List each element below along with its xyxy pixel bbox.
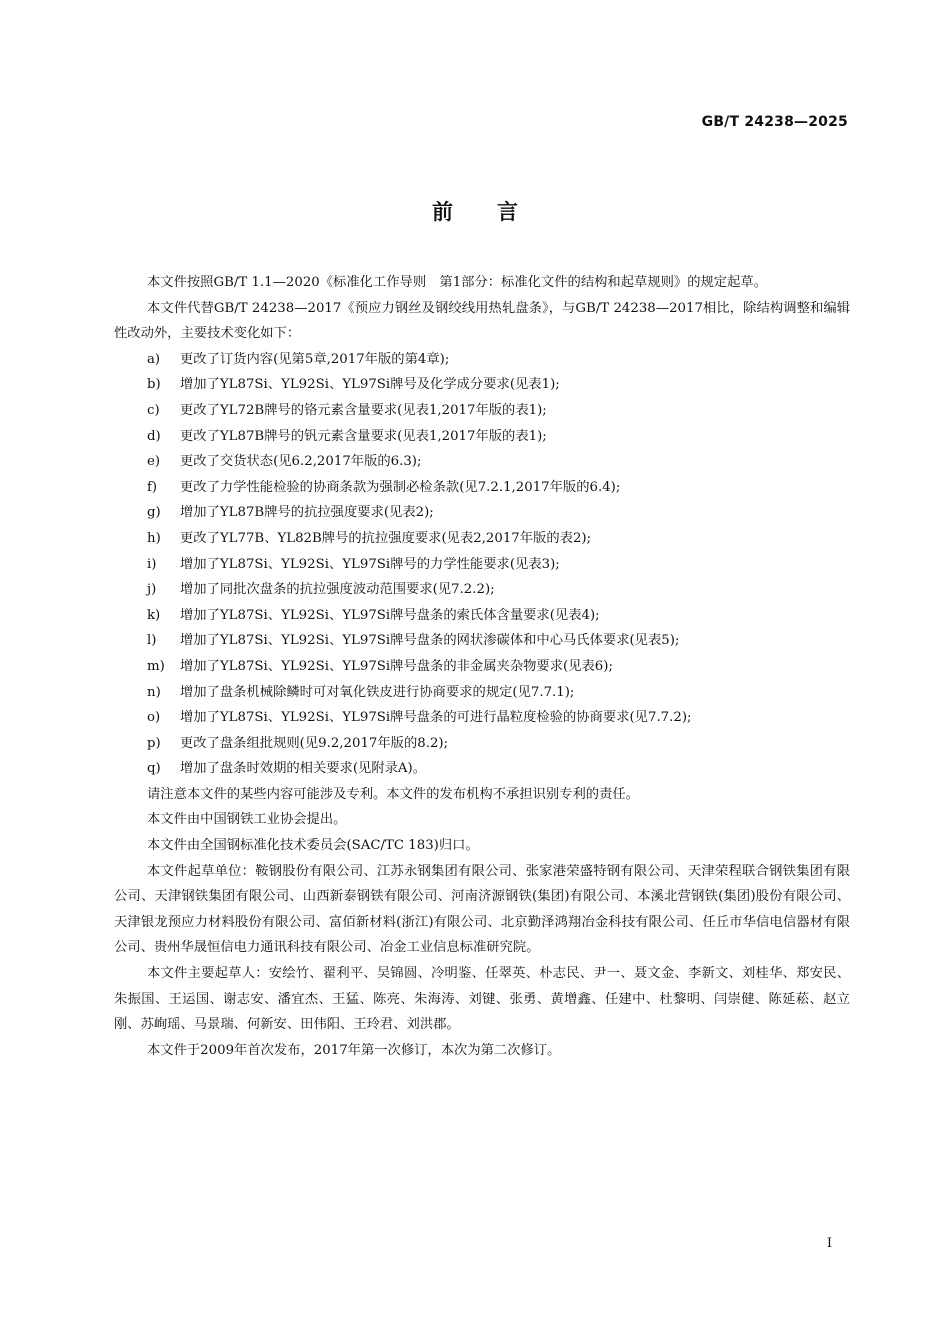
- list-text: 更改了盘条组批规则(见9.2,2017年版的8.2);: [180, 735, 449, 751]
- list-item: [114, 628, 850, 654]
- list-marker: q): [147, 761, 161, 777]
- list-marker: n): [147, 684, 161, 700]
- list-text: 增加了盘条时效期的相关要求(见附录A)。: [180, 761, 427, 777]
- list-item: [114, 475, 850, 501]
- list-item: [114, 552, 850, 578]
- document-body: [114, 270, 850, 1063]
- list-item: [114, 577, 850, 603]
- list-marker: i): [147, 556, 157, 572]
- changes-list: [114, 347, 850, 782]
- list-item: [114, 500, 850, 526]
- paragraph-proposer: 本文件由中国钢铁工业协会提出。: [147, 812, 347, 828]
- list-text: 增加了YL87Si、YL92Si、YL97Si牌号盘条的可进行晶粒度检验的协商要求(见7.7.2);: [180, 710, 692, 726]
- list-item: [114, 756, 850, 782]
- list-marker: g): [147, 505, 161, 521]
- list-marker: m): [147, 658, 165, 674]
- list-marker: d): [147, 428, 161, 444]
- list-item: [114, 449, 850, 475]
- list-item: [114, 526, 850, 552]
- list-item: [114, 424, 850, 450]
- list-marker: c): [147, 402, 160, 418]
- list-text: 更改了YL87B牌号的钒元素含量要求(见表1,2017年版的表1);: [180, 428, 547, 444]
- list-text: 增加了YL87B牌号的抗拉强度要求(见表2);: [180, 505, 434, 521]
- page-number: I: [826, 1236, 832, 1251]
- list-marker: k): [147, 607, 161, 623]
- list-text: 增加了YL87Si、YL92Si、YL97Si牌号的力学性能要求(见表3);: [180, 556, 560, 572]
- list-text: 增加了YL87Si、YL92Si、YL97Si牌号盘条的非金属夹杂物要求(见表6);: [180, 658, 613, 674]
- list-item: [114, 705, 850, 731]
- list-text: 增加了YL87Si、YL92Si、YL97Si牌号盘条的索氏体含量要求(见表4);: [180, 607, 600, 623]
- list-text: 更改了力学性能检验的协商条款为强制必检条款(见7.2.1,2017年版的6.4);: [180, 479, 621, 495]
- list-text: 更改了订货内容(见第5章,2017年版的第4章);: [180, 351, 450, 367]
- paragraph-replacement: 本文件代替GB/T 24238—2017《预应力钢丝及钢绞线用热轧盘条》，与GB/T 24238—2017相比，除结构调整和编辑性改动外，主要技术变化如下：: [114, 300, 850, 342]
- list-item: [114, 372, 850, 398]
- paragraph-drafting-rules: 本文件按照GB/T 1.1—2020《标准化工作导则 第1部分：标准化文件的结构和起草规则》的规定起草。: [147, 275, 767, 290]
- list-marker: e): [147, 454, 161, 470]
- list-text: 更改了YL72B牌号的铬元素含量要求(见表1,2017年版的表1);: [180, 402, 547, 418]
- list-text: 增加了YL87Si、YL92Si、YL97Si牌号盘条的网状渗碳体和中心马氏体要求(见表5);: [180, 633, 680, 649]
- list-item: [114, 398, 850, 424]
- list-item: [114, 731, 850, 757]
- list-text: 增加了YL87Si、YL92Si、YL97Si牌号及化学成分要求(见表1);: [180, 377, 560, 393]
- standard-code: GB/T 24238—2025: [701, 114, 848, 130]
- list-marker: j): [147, 582, 157, 598]
- list-item: [114, 347, 850, 373]
- list-marker: l): [147, 633, 157, 649]
- list-item: [114, 654, 850, 680]
- paragraph-drafting-units: 本文件起草单位：鞍钢股份有限公司、江苏永钢集团有限公司、张家港荣盛特钢有限公司、天津荣程联合钢铁集团有限公司、天津钢铁集团有限公司、山西新泰钢铁有限公司、河南济源钢铁(集团)有限公司、本溪北营钢铁(集团)股份有限公司、天津银龙预应力材料股份有限公司、富佰新材料(浙江)有限公司、北京勤泽鸿翔冶金科技有限公司、任丘市华信电信器材有限公司、贵州华晟恒信电力通讯科技有限公司、冶金工业信息标准研究院。: [114, 863, 850, 956]
- paragraph-history: 本文件于2009年首次发布，2017年第一次修订，本次为第二次修订。: [147, 1042, 561, 1058]
- paragraph-committee: 本文件由全国钢标准化技术委员会(SAC/TC 183)归口。: [147, 838, 479, 854]
- list-marker: a): [147, 351, 161, 367]
- paragraph-drafters: 本文件主要起草人：安绘竹、翟利平、吴锦圆、冷明鉴、任翠英、朴志民、尹一、聂文金、李新文、刘桂华、郑安民、朱振国、王运国、谢志安、潘宜杰、王猛、陈亮、朱海涛、刘键、张勇、黄增鑫、任建中、杜黎明、闫崇健、陈延菘、赵立刚、苏峋瑶、马景瑞、何新安、田伟阳、王玲君、刘洪郡。: [114, 966, 850, 1033]
- list-text: 增加了同批次盘条的抗拉强度波动范围要求(见7.2.2);: [180, 582, 495, 598]
- list-text: 更改了YL77B、YL82B牌号的抗拉强度要求(见表2,2017年版的表2);: [180, 530, 592, 546]
- list-item: [114, 603, 850, 629]
- list-marker: o): [147, 710, 161, 726]
- list-marker: h): [147, 530, 161, 546]
- list-marker: f): [147, 479, 158, 495]
- list-item: [114, 680, 850, 706]
- list-marker: p): [147, 735, 161, 751]
- list-text: 更改了交货状态(见6.2,2017年版的6.3);: [180, 454, 422, 470]
- page-title: 前言: [432, 200, 562, 224]
- list-marker: b): [147, 377, 161, 393]
- list-text: 增加了盘条机械除鳞时可对氧化铁皮进行协商要求的规定(见7.7.1);: [180, 684, 575, 700]
- paragraph-patent-notice: 请注意本文件的某些内容可能涉及专利。本文件的发布机构不承担识别专利的责任。: [147, 786, 639, 802]
